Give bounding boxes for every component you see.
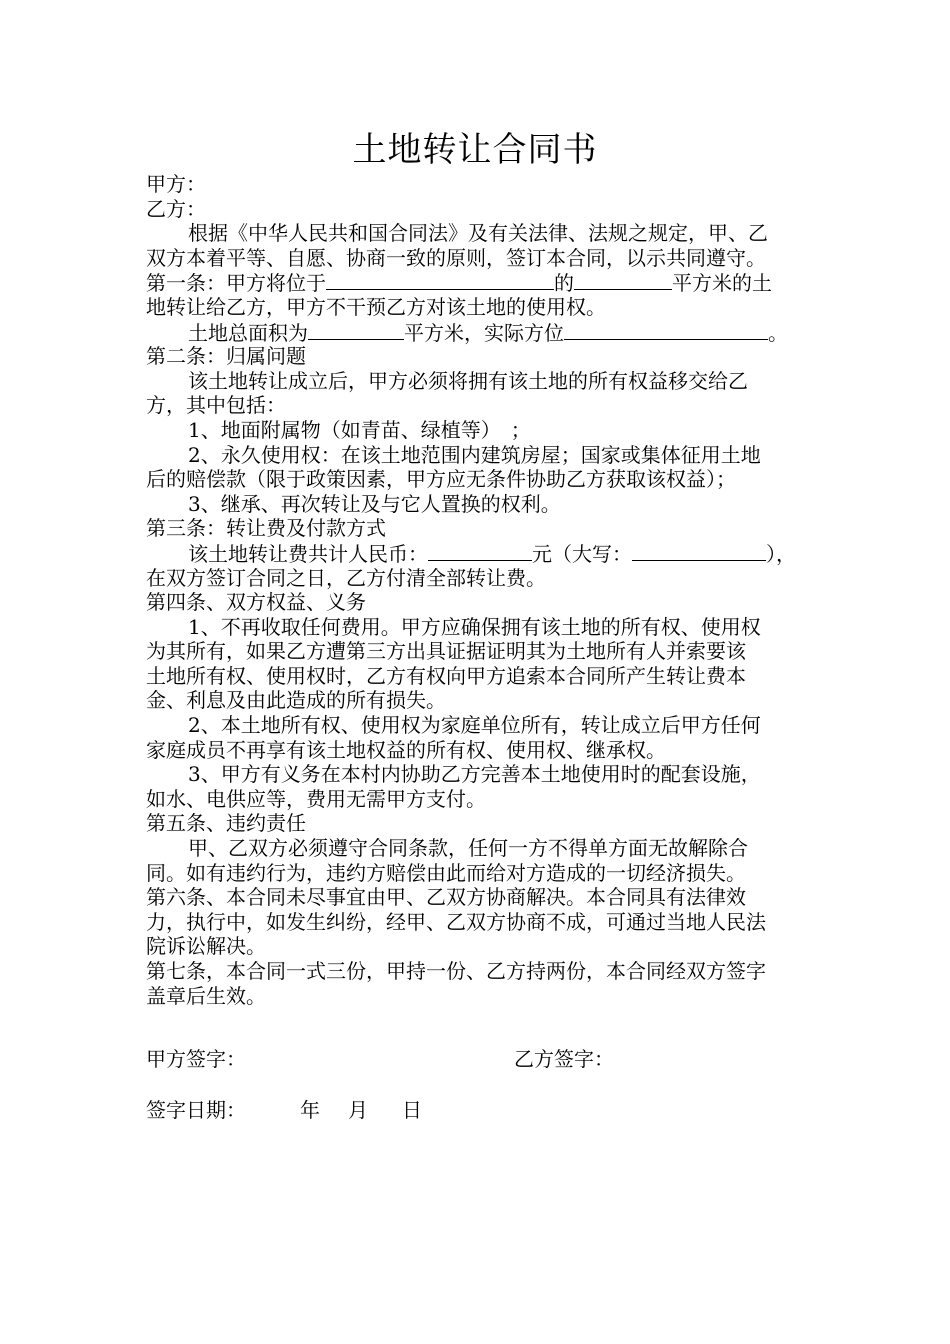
date-year: 年 bbox=[300, 1098, 320, 1122]
article-3-text-a: 该土地转让费共计人民币： bbox=[188, 541, 428, 566]
article-5-line-1: 甲、乙双方必须遵守合同条款，任何一方不得单方面无故解除合 bbox=[188, 836, 748, 861]
article-3-text-b: 元（大写： bbox=[532, 541, 632, 566]
article-4-item-1a: 1、不再收取任何费用。甲方应确保拥有该土地的所有权、使用权 bbox=[188, 614, 761, 639]
article-4-item-2a: 2、本土地所有权、使用权为家庭单位所有，转让成立后甲方任何 bbox=[188, 713, 761, 738]
article-2-line-1: 该土地转让成立后，甲方必须将拥有该土地的所有权益移交给乙 bbox=[188, 368, 748, 393]
article-3-line-2: 在双方签订合同之日，乙方付清全部转让费。 bbox=[146, 565, 546, 590]
article-4-item-1b: 为其所有，如果乙方遭第三方出具证据证明其为土地所有人并索要该 bbox=[146, 639, 746, 664]
article-2-heading: 第二条：归属问题 bbox=[146, 344, 306, 369]
article-4-item-1d: 金、利息及由此造成的所有损失。 bbox=[146, 688, 446, 713]
total-area-text-a: 土地总面积为 bbox=[188, 320, 308, 345]
party-b-signature: 乙方签字： bbox=[514, 1047, 614, 1071]
article-1-text-c: 平方米的土 bbox=[672, 271, 772, 296]
article-1-line-2: 地转让给乙方，甲方不干预乙方对该土地的使用权。 bbox=[146, 294, 606, 319]
article-1-text-b: 的 bbox=[554, 271, 574, 296]
area-blank[interactable] bbox=[574, 270, 672, 290]
position-blank[interactable] bbox=[564, 320, 768, 340]
article-6-line-1: 第六条、本合同未尽事宜由甲、乙双方协商解决。本合同具有法律效 bbox=[146, 885, 746, 910]
party-a-signature: 甲方签字： bbox=[146, 1047, 246, 1071]
article-2-item-3: 3、继承、再次转让及与它人置换的权利。 bbox=[188, 491, 561, 516]
party-a-line: 甲方： bbox=[146, 172, 206, 196]
article-5-heading: 第五条、违约责任 bbox=[146, 811, 306, 836]
article-3-text-c: ）， bbox=[766, 541, 796, 566]
total-area-text-b: 平方米，实际方位 bbox=[404, 320, 564, 345]
article-4-item-1c: 土地所有权、使用权时，乙方有权向甲方追索本合同所产生转让费本 bbox=[146, 663, 746, 688]
article-7-line-2: 盖章后生效。 bbox=[146, 983, 266, 1008]
article-7-line-1: 第七条，本合同一式三份，甲持一份、乙方持两份，本合同经双方签字 bbox=[146, 959, 766, 983]
article-2-item-2a: 2、永久使用权：在该土地范围内建筑房屋；国家或集体征用土地 bbox=[188, 442, 761, 467]
article-1-text-a: 第一条：甲方将位于 bbox=[146, 271, 326, 296]
article-2-item-1: 1、地面附属物（如青苗、绿植等） ； bbox=[188, 417, 531, 442]
total-area-text-c: 。 bbox=[768, 320, 788, 345]
article-6-line-3: 院诉讼解决。 bbox=[146, 934, 266, 959]
contract-body bbox=[146, 172, 826, 1008]
location-blank[interactable] bbox=[326, 270, 554, 290]
party-b-line: 乙方： bbox=[146, 196, 206, 221]
article-4-item-3a: 3、甲方有义务在本村内协助乙方完善本土地使用时的配套设施， bbox=[188, 762, 761, 787]
article-1-line-1 bbox=[146, 270, 826, 295]
article-2-item-2b: 后的赔偿款（限于政策因素，甲方应无条件协助乙方获取该权益）； bbox=[146, 467, 736, 492]
article-5-line-2: 同。如有违约行为，违约方赔偿由此而给对方造成的一切经济损失。 bbox=[146, 860, 746, 885]
fee-blank[interactable] bbox=[428, 541, 532, 561]
article-6-line-2: 力，执行中，如发生纠纷，经甲、乙双方协商不成，可通过当地人民法 bbox=[146, 909, 766, 934]
article-3-line-1 bbox=[146, 541, 826, 566]
article-4-heading: 第四条、双方权益、义务 bbox=[146, 590, 366, 615]
intro-line-2: 双方本着平等、自愿、协商一致的原则，签订本合同，以示共同遵守。 bbox=[146, 245, 766, 270]
fee-capitals-blank[interactable] bbox=[632, 541, 766, 561]
signature-date-label: 签字日期： bbox=[146, 1098, 246, 1122]
intro-line-1: 根据《中华人民共和国合同法》及有关法律、法规之规定，甲、乙 bbox=[188, 221, 768, 246]
article-3-heading: 第三条：转让费及付款方式 bbox=[146, 516, 386, 541]
total-area-blank[interactable] bbox=[308, 320, 404, 340]
date-month: 月 bbox=[348, 1098, 368, 1122]
total-area-line bbox=[146, 320, 826, 345]
article-2-line-2: 方，其中包括： bbox=[146, 393, 286, 418]
date-day: 日 bbox=[402, 1098, 422, 1122]
article-4-item-3b: 如水、电供应等，费用无需甲方支付。 bbox=[146, 786, 486, 811]
document-title: 土地转让合同书 bbox=[352, 130, 598, 170]
article-4-item-2b: 家庭成员不再享有该土地权益的所有权、使用权、继承权。 bbox=[146, 737, 666, 762]
